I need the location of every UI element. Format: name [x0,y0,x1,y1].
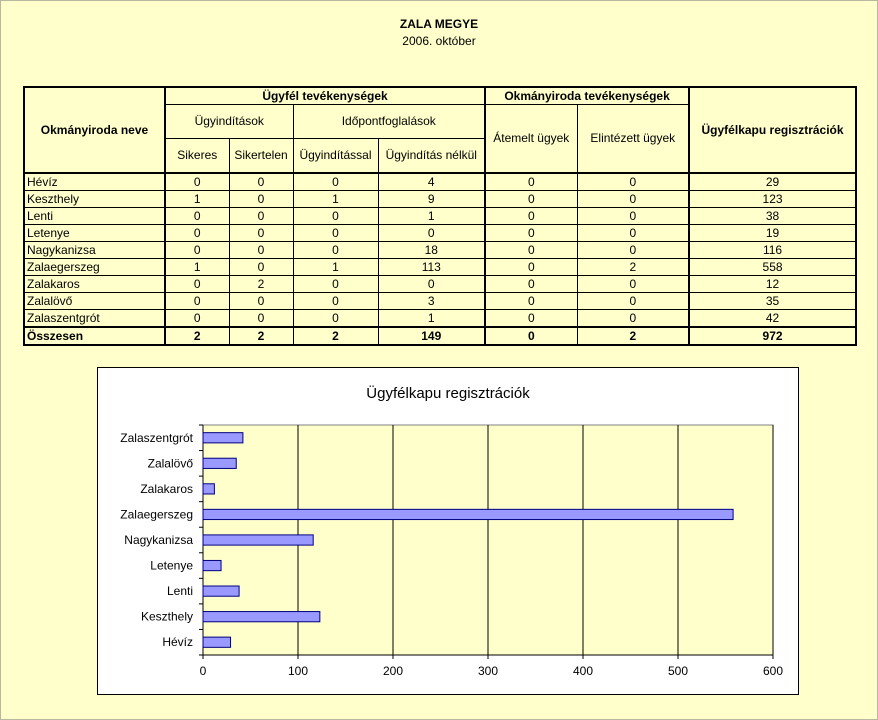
table-cell: 35 [689,293,856,310]
category-label: Nagykanizsa [124,533,193,547]
table-row [24,276,856,293]
bar [203,586,239,596]
table-cell: 0 [229,293,293,310]
category-label: Letenye [150,558,193,573]
table-cell: 0 [577,293,689,310]
table-cell: 0 [229,242,293,259]
table-cell: 0 [229,191,293,208]
table-cell: 0 [165,310,229,328]
table-row [24,208,856,225]
table-cell: 0 [165,173,229,191]
table-cell: 0 [577,276,689,293]
header-case-starts: Ügyindítások [165,105,293,139]
table-cell: 0 [229,173,293,191]
bar [203,637,231,647]
table-cell: 0 [577,191,689,208]
header-office-name: Okmányiroda neve [24,87,165,173]
table-cell: 0 [485,208,577,225]
bar [203,509,733,519]
bar [203,612,320,622]
table-cell: 0 [165,225,229,242]
bar [203,433,243,443]
table-cell: 0 [165,276,229,293]
table-cell: 0 [577,225,689,242]
table-cell: 0 [485,242,577,259]
report-subtitle: 2006. október [402,34,476,48]
bar [203,484,214,494]
table-cell: 0 [485,259,577,276]
office-name-cell: Nagykanizsa [24,242,165,259]
table-cell: 0 [165,242,229,259]
header-client-activities: Ügyfél tevékenységek [165,87,485,105]
office-name-cell: Zalakaros [24,276,165,293]
table-cell: 2 [229,276,293,293]
table-row [24,173,856,191]
table-cell: 9 [378,191,485,208]
table-cell: 1 [165,259,229,276]
chart-svg [98,368,798,694]
table-cell: 29 [689,173,856,191]
table-cell: 0 [229,259,293,276]
total-cell: 2 [229,327,293,345]
table-cell: 0 [485,276,577,293]
x-tick-label: 300 [477,664,499,678]
table-cell: 0 [577,208,689,225]
table-cell: 123 [689,191,856,208]
chart-title: Ügyfélkapu regisztrációk [366,385,530,402]
office-name-cell: Zalalövő [24,293,165,310]
category-label: Zalakaros [140,481,193,496]
table-cell: 1 [378,208,485,225]
table-row [24,293,856,310]
table-cell: 0 [293,173,378,191]
category-label: Zalalövő [147,456,193,471]
table-cell: 0 [293,293,378,310]
total-cell: 2 [577,327,689,345]
header-with-case-start: Ügyindítással [293,139,378,174]
category-label: Keszthely [140,609,193,624]
table-cell: 1 [293,259,378,276]
office-name-cell: Zalaegerszeg [24,259,165,276]
total-cell: 0 [485,327,577,345]
table-cell: 558 [689,259,856,276]
table-row [24,242,856,259]
office-name-cell: Lenti [24,208,165,225]
table-cell: 0 [229,310,293,328]
x-tick-label: 600 [762,664,784,678]
total-cell: 149 [378,327,485,345]
table-cell: 113 [378,259,485,276]
table-cell: 42 [689,310,856,328]
table-cell: 2 [577,259,689,276]
table-row [24,191,856,208]
table-cell: 0 [485,310,577,328]
office-name-cell: Zalaszentgrót [24,310,165,328]
table-cell: 0 [293,276,378,293]
total-cell: 2 [293,327,378,345]
office-name-cell: Letenye [24,225,165,242]
table-cell: 0 [485,191,577,208]
table-cell: 4 [378,173,485,191]
table-cell: 0 [577,173,689,191]
header-successful: Sikeres [165,139,229,174]
table-cell: 19 [689,225,856,242]
table-cell: 1 [293,191,378,208]
table-cell: 0 [293,242,378,259]
table-cell: 0 [577,242,689,259]
x-tick-label: 0 [199,664,207,678]
table-cell: 1 [378,310,485,328]
table-cell: 18 [378,242,485,259]
total-cell: 972 [689,327,856,345]
table-cell: 0 [165,293,229,310]
category-label: Zalaegerszeg [120,507,193,522]
x-tick-label: 200 [382,664,404,678]
table-cell: 0 [485,225,577,242]
table-cell: 0 [485,293,577,310]
category-label: Zalaszentgrót [120,430,193,445]
header-office-activities: Okmányiroda tevékenységek [485,87,689,105]
header-completed-cases: Elintézett ügyek [577,105,689,174]
x-tick-label: 100 [287,664,309,678]
header-registrations: Ügyfélkapu regisztrációk [689,87,856,173]
table-cell: 116 [689,242,856,259]
category-label: Hévíz [162,635,193,650]
bar [203,535,313,545]
header-appointments: Időpontfoglalások [293,105,485,139]
table-cell: 0 [229,208,293,225]
table-cell: 0 [293,310,378,328]
table-cell: 0 [378,276,485,293]
header-transferred-cases: Átemelt ügyek [485,105,577,174]
table-cell: 0 [485,173,577,191]
table-cell: 0 [229,225,293,242]
x-tick-label: 400 [572,664,594,678]
table-row [24,259,856,276]
total-cell: 2 [165,327,229,345]
registrations-chart [97,367,799,695]
table-cell: 3 [378,293,485,310]
total-label: Összesen [24,327,165,345]
bar [203,560,221,570]
category-label: Lenti [166,584,193,599]
table-cell: 38 [689,208,856,225]
table-cell: 0 [293,225,378,242]
table-cell: 0 [293,208,378,225]
bar [203,458,236,468]
table-cell: 0 [378,225,485,242]
header-without-case-start: Ügyindítás nélkül [378,139,485,174]
table-row [24,225,856,242]
x-tick-label: 500 [667,664,689,678]
office-name-cell: Keszthely [24,191,165,208]
report-title: ZALA MEGYE [399,17,479,31]
statistics-table [23,86,857,346]
table-row [24,310,856,328]
office-name-cell: Hévíz [24,173,165,191]
header-unsuccessful: Sikertelen [229,139,293,174]
total-row [24,327,856,345]
table-cell: 12 [689,276,856,293]
table-cell: 1 [165,191,229,208]
table-cell: 0 [577,310,689,328]
table-cell: 0 [165,208,229,225]
